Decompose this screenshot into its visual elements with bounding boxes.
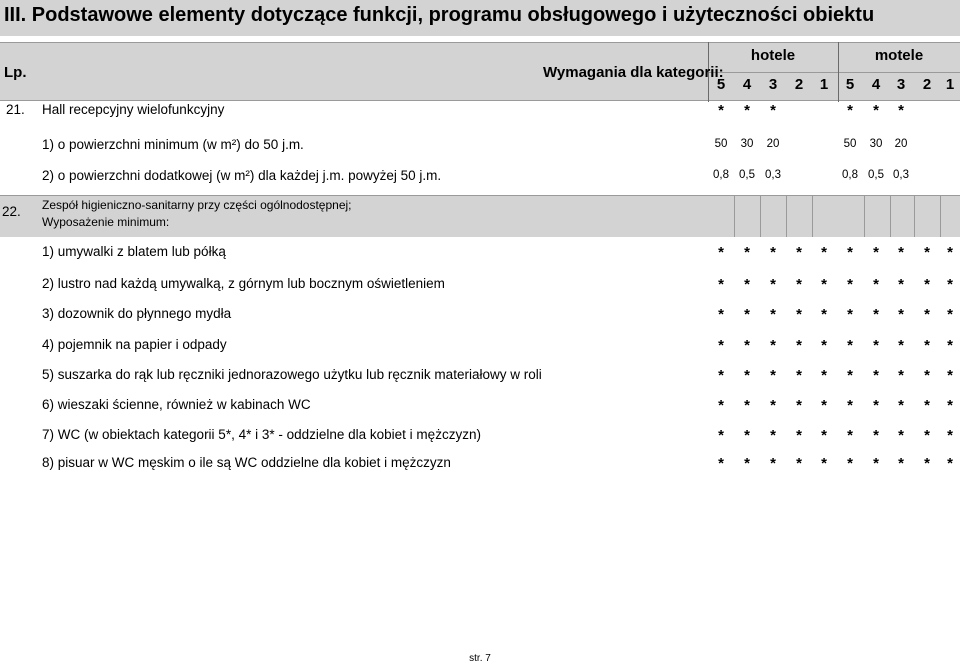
header-motele-category: 4	[871, 76, 881, 93]
hotele-cell-star: *	[821, 244, 827, 261]
motele-cell-value: 30	[869, 138, 883, 150]
hotele-cell-star: *	[718, 102, 724, 119]
grid-vline	[812, 195, 813, 237]
hotele-cell-star: *	[718, 306, 724, 323]
motele-cell-star: *	[947, 276, 953, 293]
grid-vline	[940, 195, 941, 237]
row-label: Zespół higieniczno-sanitarny przy części ogólnodostępnej;	[42, 198, 352, 212]
row-label: 4) pojemnik na papier i odpady	[42, 337, 227, 352]
hotele-cell-star: *	[744, 397, 750, 414]
motele-cell-star: *	[873, 102, 879, 119]
motele-cell-star: *	[847, 397, 853, 414]
motele-cell-star: *	[947, 367, 953, 384]
grid-hline	[0, 100, 960, 101]
header-motele-category: 5	[845, 76, 855, 93]
motele-cell-star: *	[873, 337, 879, 354]
motele-cell-star: *	[924, 244, 930, 261]
hotele-cell-star: *	[796, 244, 802, 261]
motele-cell-value: 0,8	[842, 169, 858, 181]
hotele-cell-star: *	[718, 337, 724, 354]
header-hotele-category: 2	[794, 76, 804, 93]
row-lp: 21.	[6, 102, 25, 117]
motele-cell-star: *	[898, 102, 904, 119]
motele-cell-star: *	[924, 367, 930, 384]
hotele-cell-star: *	[770, 102, 776, 119]
grid-vline	[914, 195, 915, 237]
motele-cell-star: *	[898, 427, 904, 444]
page-number: str. 7	[469, 653, 491, 664]
row-label: Wyposażenie minimum:	[42, 215, 170, 229]
motele-cell-star: *	[898, 276, 904, 293]
hotele-cell-star: *	[770, 367, 776, 384]
motele-cell-star: *	[924, 276, 930, 293]
motele-cell-value: 0,3	[893, 169, 909, 181]
motele-cell-star: *	[847, 455, 853, 472]
motele-cell-star: *	[898, 337, 904, 354]
hotele-cell-value: 0,8	[713, 169, 729, 181]
hotele-cell-value: 0,5	[739, 169, 755, 181]
grid-hline	[708, 72, 960, 73]
header-requirements: Wymagania dla kategorii:	[543, 64, 724, 81]
hotele-cell-star: *	[744, 455, 750, 472]
hotele-cell-star: *	[718, 276, 724, 293]
grid-hline	[0, 42, 960, 43]
row-label: 8) pisuar w WC męskim o ile są WC oddzielne dla kobiet i mężczyzn	[42, 455, 451, 470]
header-motele-category: 3	[896, 76, 906, 93]
hotele-cell-star: *	[718, 367, 724, 384]
row-lp: 22.	[2, 204, 21, 219]
motele-cell-star: *	[898, 244, 904, 261]
header-motele-category: 1	[945, 76, 955, 93]
header-motele: motele	[874, 47, 924, 64]
row-label: 7) WC (w obiektach kategorii 5*, 4* i 3* - oddzielne dla kobiet i mężczyzn)	[42, 427, 481, 442]
hotele-cell-star: *	[796, 397, 802, 414]
row-label: 6) wieszaki ścienne, również w kabinach WC	[42, 397, 311, 412]
row-label: 1) umywalki z blatem lub półką	[42, 244, 226, 259]
grid-hline	[0, 195, 960, 196]
hotele-cell-value: 30	[740, 138, 754, 150]
motele-cell-star: *	[873, 276, 879, 293]
row-label: 2) lustro nad każdą umywalką, z górnym lub bocznym oświetleniem	[42, 276, 445, 291]
row-label: 1) o powierzchni minimum (w m²) do 50 j.m.	[42, 137, 304, 152]
hotele-cell-star: *	[744, 427, 750, 444]
motele-cell-star: *	[947, 397, 953, 414]
hotele-cell-star: *	[718, 455, 724, 472]
hotele-cell-star: *	[744, 367, 750, 384]
hotele-cell-star: *	[821, 367, 827, 384]
header-hotele-category: 5	[716, 76, 726, 93]
hotele-cell-value: 20	[766, 138, 780, 150]
row-label: Hall recepcyjny wielofunkcyjny	[42, 102, 225, 117]
hotele-cell-star: *	[796, 306, 802, 323]
motele-cell-star: *	[898, 397, 904, 414]
row-label: 3) dozownik do płynnego mydła	[42, 306, 232, 321]
hotele-cell-star: *	[770, 276, 776, 293]
grid-vline	[760, 195, 761, 237]
header-hotele-category: 4	[742, 76, 752, 93]
motele-cell-star: *	[947, 244, 953, 261]
hotele-cell-star: *	[744, 102, 750, 119]
hotele-cell-star: *	[718, 427, 724, 444]
hotele-cell-star: *	[796, 337, 802, 354]
motele-cell-star: *	[873, 427, 879, 444]
hotele-cell-star: *	[796, 367, 802, 384]
hotele-cell-value: 50	[714, 138, 728, 150]
grid-vline	[864, 195, 865, 237]
motele-cell-star: *	[947, 306, 953, 323]
motele-cell-star: *	[873, 306, 879, 323]
hotele-cell-star: *	[770, 397, 776, 414]
hotele-cell-star: *	[744, 337, 750, 354]
hotele-cell-star: *	[718, 244, 724, 261]
motele-cell-star: *	[847, 276, 853, 293]
hotele-cell-star: *	[770, 455, 776, 472]
motele-cell-star: *	[898, 455, 904, 472]
motele-cell-star: *	[847, 244, 853, 261]
section-title: III. Podstawowe elementy dotyczące funkcji, programu obsługowego i użyteczności obiektu	[0, 0, 960, 36]
motele-cell-star: *	[873, 367, 879, 384]
motele-cell-star: *	[924, 455, 930, 472]
motele-cell-star: *	[873, 455, 879, 472]
hotele-cell-star: *	[770, 427, 776, 444]
motele-cell-star: *	[924, 427, 930, 444]
header-hotele: hotele	[750, 47, 796, 64]
hotele-cell-star: *	[821, 337, 827, 354]
row-label: 2) o powierzchni dodatkowej (w m²) dla każdej j.m. powyżej 50 j.m.	[42, 168, 442, 183]
header-lp: Lp.	[4, 64, 27, 81]
motele-cell-star: *	[847, 306, 853, 323]
hotele-cell-star: *	[770, 306, 776, 323]
motele-cell-value: 50	[843, 138, 857, 150]
motele-cell-value: 0,5	[868, 169, 884, 181]
hotele-cell-star: *	[770, 244, 776, 261]
hotele-cell-star: *	[821, 306, 827, 323]
grid-vline	[890, 195, 891, 237]
motele-cell-star: *	[847, 427, 853, 444]
motele-cell-star: *	[924, 337, 930, 354]
motele-cell-star: *	[924, 397, 930, 414]
motele-cell-value: 20	[894, 138, 908, 150]
hotele-cell-star: *	[821, 427, 827, 444]
motele-cell-star: *	[873, 244, 879, 261]
motele-cell-star: *	[898, 367, 904, 384]
motele-cell-star: *	[947, 337, 953, 354]
hotele-cell-star: *	[796, 455, 802, 472]
grid-vline	[734, 195, 735, 237]
hotele-cell-star: *	[821, 276, 827, 293]
motele-cell-star: *	[847, 367, 853, 384]
row-label: 5) suszarka do rąk lub ręczniki jednorazowego użytku lub ręcznik materiałowy w roli	[42, 367, 542, 382]
hotele-cell-star: *	[718, 397, 724, 414]
hotele-cell-star: *	[744, 306, 750, 323]
motele-cell-star: *	[898, 306, 904, 323]
hotele-cell-star: *	[744, 244, 750, 261]
hotele-cell-star: *	[744, 276, 750, 293]
header-motele-category: 2	[922, 76, 932, 93]
hotele-cell-value: 0,3	[765, 169, 781, 181]
motele-cell-star: *	[924, 306, 930, 323]
motele-cell-star: *	[847, 337, 853, 354]
motele-cell-star: *	[873, 397, 879, 414]
motele-cell-star: *	[947, 427, 953, 444]
hotele-cell-star: *	[796, 427, 802, 444]
grid-vline	[786, 195, 787, 237]
motele-cell-star: *	[847, 102, 853, 119]
hotele-cell-star: *	[796, 276, 802, 293]
hotele-cell-star: *	[821, 455, 827, 472]
header-hotele-category: 3	[768, 76, 778, 93]
hotele-cell-star: *	[770, 337, 776, 354]
motele-cell-star: *	[947, 455, 953, 472]
header-hotele-category: 1	[819, 76, 829, 93]
hotele-cell-star: *	[821, 397, 827, 414]
